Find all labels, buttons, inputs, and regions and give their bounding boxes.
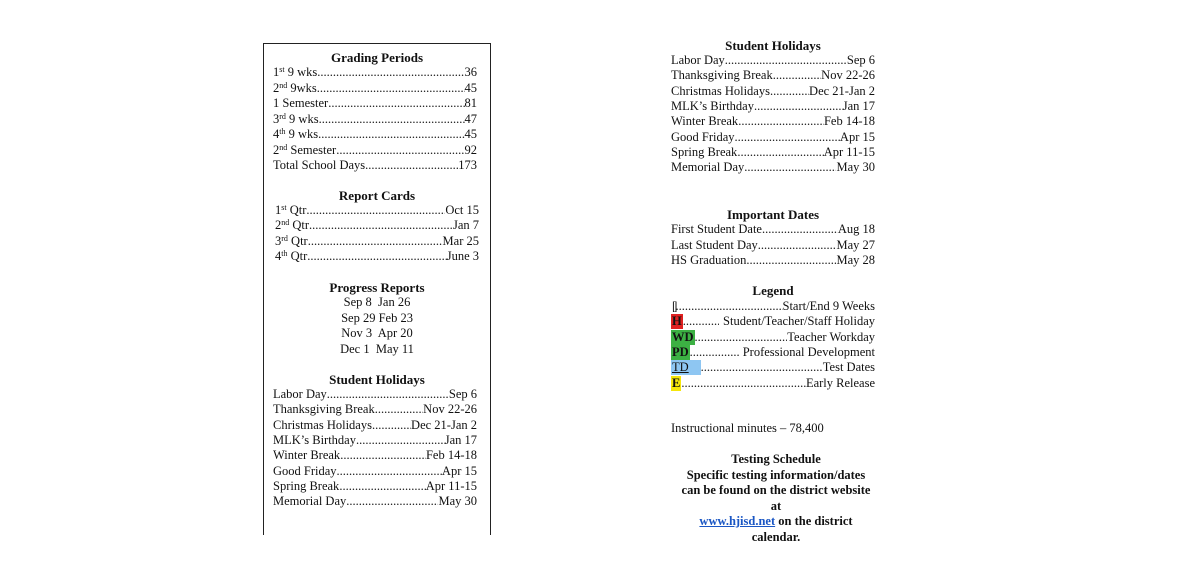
dot-leader <box>346 494 438 509</box>
important-date-label: Last Student Day <box>671 237 758 252</box>
dot-leader <box>339 479 425 494</box>
important-date-row <box>671 238 875 253</box>
legend-row <box>671 360 875 375</box>
dot-leader <box>336 143 464 158</box>
dot-leader <box>375 402 423 417</box>
report-card-label <box>275 203 306 218</box>
label-rest: 9 wks <box>285 111 319 126</box>
dot-leader <box>773 68 821 83</box>
legend-description: Early Release <box>805 375 875 390</box>
right-holiday-label: Memorial Day <box>671 160 745 175</box>
progress-report-dates: Sep 29 Feb 23 <box>341 310 413 325</box>
important-date-row <box>671 253 875 268</box>
important-date-value: Aug 18 <box>837 222 875 236</box>
workday-swatch: WD <box>672 329 694 344</box>
right-holiday-value: Apr 11-15 <box>823 144 875 159</box>
legend-row <box>671 314 875 329</box>
grading-period-value: 36 <box>464 65 477 79</box>
grading-period-label <box>273 96 328 111</box>
right-holiday-value: May 30 <box>836 160 875 175</box>
grading-period-value: 173 <box>458 158 477 172</box>
left-holiday-row <box>273 433 477 448</box>
left-holiday-label: Winter Break <box>273 448 341 463</box>
district-website-link[interactable]: www.hjisd.net <box>699 514 776 528</box>
right-holiday-row <box>671 114 875 129</box>
start-end-marker: [ ] <box>672 299 675 313</box>
left-holiday-label: Memorial Day <box>273 494 347 509</box>
right-holiday-value: Nov 22-26 <box>821 68 875 83</box>
dot-leader <box>328 96 464 111</box>
right-holiday-value: Dec 21-Jan 2 <box>809 83 875 98</box>
right-holiday-row <box>671 160 875 175</box>
ordinal-suffix: th <box>279 127 286 136</box>
report-card-row <box>275 218 479 233</box>
dot-leader <box>365 158 458 173</box>
instructional-minutes: Instructional minutes – 78,400 <box>671 421 824 435</box>
label-text: 1 <box>273 65 280 79</box>
label-text: 3 <box>273 111 280 126</box>
ordinal-suffix: nd <box>279 80 288 90</box>
dot-leader <box>681 376 806 391</box>
testing-line-2: can be found on the district website <box>681 483 871 497</box>
dot-leader <box>735 130 840 145</box>
grading-period-value: 92 <box>464 142 477 157</box>
report-card-value: Mar 25 <box>442 233 479 248</box>
left-holiday-value: Jan 17 <box>444 432 477 447</box>
testing-line-last: calendar. <box>751 529 801 544</box>
left-holiday-label: Christmas Holidays <box>273 417 372 432</box>
grading-period-row <box>273 158 477 173</box>
progress-report-dates: Dec 1 May 11 <box>340 341 414 356</box>
grading-period-row <box>273 81 477 96</box>
grading-period-label <box>273 158 365 173</box>
label-text: 2 <box>275 218 282 233</box>
progress-reports-title: Progress Reports <box>329 280 425 295</box>
dot-leader <box>683 314 719 329</box>
left-holiday-value: May 30 <box>438 494 477 509</box>
important-date-value: May 28 <box>836 253 875 267</box>
grading-period-label <box>273 127 318 142</box>
dot-leader <box>675 299 782 314</box>
dot-leader <box>695 330 788 345</box>
left-holiday-value: Nov 22-26 <box>423 402 477 417</box>
dot-leader <box>372 418 411 433</box>
dot-leader <box>746 253 836 268</box>
right-holiday-label: Spring Break <box>671 144 738 159</box>
left-holiday-value: Apr 11-15 <box>425 478 477 493</box>
dot-leader <box>318 127 464 142</box>
report-card-value: Oct 15 <box>445 203 479 217</box>
important-date-value: May 27 <box>836 237 875 252</box>
legend-row <box>671 376 875 391</box>
left-student-holidays-title: Student Holidays <box>329 372 425 387</box>
right-holiday-value: Apr 15 <box>839 129 875 144</box>
dot-leader <box>307 249 446 264</box>
grading-period-value: 81 <box>464 96 477 110</box>
testing-line-1: Specific testing information/dates <box>686 467 866 482</box>
right-holiday-row <box>671 99 875 114</box>
left-holiday-label: Good Friday <box>273 463 337 478</box>
important-date-row <box>671 222 875 237</box>
left-holiday-row <box>273 464 477 479</box>
report-card-row <box>275 203 479 218</box>
left-holiday-value: Apr 15 <box>441 463 477 478</box>
testing-link-suffix: on the district <box>775 514 853 528</box>
left-holiday-label: Thanksgiving Break <box>273 402 375 417</box>
dot-leader <box>337 464 442 479</box>
dot-leader <box>701 360 823 375</box>
prof-dev-swatch: PD <box>672 344 689 359</box>
testing-line-3: at <box>770 498 782 513</box>
dot-leader <box>738 114 824 129</box>
left-holiday-row <box>273 479 477 494</box>
right-student-holidays-title: Student Holidays <box>725 38 821 53</box>
left-holiday-value: Feb 14-18 <box>425 448 477 463</box>
grading-period-label <box>273 143 336 158</box>
grading-period-row <box>273 127 477 142</box>
holiday-swatch: H <box>672 314 682 329</box>
legend-row <box>671 345 875 360</box>
dot-leader <box>317 81 465 96</box>
testing-link-line <box>671 514 881 530</box>
right-holiday-label: Thanksgiving Break <box>671 68 773 83</box>
progress-report-dates: Sep 8 Jan 26 <box>343 295 411 309</box>
important-date-label: First Student Date <box>671 222 762 236</box>
left-holiday-value: Sep 6 <box>448 387 477 401</box>
left-holiday-value: Dec 21-Jan 2 <box>411 417 477 432</box>
right-holiday-label: Christmas Holidays <box>671 83 770 98</box>
ordinal-suffix: th <box>281 248 288 258</box>
important-dates-title: Important Dates <box>726 207 820 222</box>
left-holiday-row <box>273 387 477 402</box>
dot-leader <box>762 222 838 237</box>
dot-leader <box>690 345 739 360</box>
label-rest: 9 wks <box>284 65 318 79</box>
right-holiday-row <box>671 53 875 68</box>
label-rest: Semester <box>287 142 337 157</box>
legend-description: Start/End 9 Weeks <box>782 299 875 313</box>
important-date-label: HS Graduation <box>671 253 747 267</box>
left-holiday-label: Labor Day <box>273 387 327 401</box>
grading-period-value: 45 <box>464 80 477 95</box>
right-holiday-row <box>671 130 875 145</box>
left-holiday-row <box>273 448 477 463</box>
label-text: Total School Days <box>273 158 366 172</box>
legend-description: Professional Development <box>742 344 875 359</box>
right-holiday-label: Labor Day <box>671 53 725 67</box>
grading-period-row <box>273 96 477 111</box>
testing-schedule-title: Testing Schedule <box>731 452 821 466</box>
grading-period-label <box>273 81 317 96</box>
ordinal-suffix: rd <box>279 111 286 121</box>
right-holiday-row <box>671 84 875 99</box>
report-cards-title: Report Cards <box>338 188 416 203</box>
dot-leader <box>356 433 445 448</box>
label-rest: Qtr <box>287 233 308 248</box>
progress-report-dates: Nov 3 Apr 20 <box>341 326 413 340</box>
label-rest: Qtr <box>287 248 308 263</box>
legend-description: Test Dates <box>822 360 875 375</box>
dot-leader <box>737 145 823 160</box>
legend-row <box>671 330 875 345</box>
label-text: 2 <box>273 80 280 95</box>
right-holiday-label: Winter Break <box>671 114 739 129</box>
dot-leader <box>754 99 843 114</box>
left-holiday-row <box>273 494 477 509</box>
right-holiday-row <box>671 145 875 160</box>
dot-leader <box>319 112 465 127</box>
ordinal-suffix: nd <box>281 218 290 228</box>
label-rest: Qtr <box>289 218 310 233</box>
grading-period-row <box>273 112 477 127</box>
dot-leader <box>327 387 449 402</box>
report-card-label <box>275 249 307 264</box>
label-rest: 9wks <box>287 80 317 95</box>
dot-leader <box>309 218 453 233</box>
grading-period-value: 45 <box>464 127 477 141</box>
report-card-row <box>275 249 479 264</box>
right-holiday-value: Feb 14-18 <box>823 114 875 129</box>
right-holiday-row <box>671 68 875 83</box>
label-rest: Qtr <box>286 203 307 217</box>
grading-period-value: 47 <box>464 111 477 126</box>
ordinal-suffix: st <box>279 65 285 74</box>
right-holiday-label: Good Friday <box>671 129 735 144</box>
right-holiday-label: MLK’s Birthday <box>671 98 754 113</box>
dot-leader <box>758 238 837 253</box>
ordinal-suffix: st <box>281 203 287 212</box>
legend-row <box>671 299 875 314</box>
grading-period-label <box>273 112 319 127</box>
left-holiday-label: MLK’s Birthday <box>273 432 356 447</box>
left-holiday-label: Spring Break <box>273 478 340 493</box>
dot-leader <box>340 448 426 463</box>
label-text: 2 <box>273 142 280 157</box>
label-text: 3 <box>275 233 282 248</box>
grading-period-label <box>273 65 317 80</box>
dot-leader <box>744 160 836 175</box>
grading-period-row <box>273 143 477 158</box>
dot-leader <box>725 53 847 68</box>
report-card-label <box>275 218 309 233</box>
report-card-row <box>275 234 479 249</box>
label-text: 1 Semester <box>273 96 329 110</box>
legend-description: Teacher Workday <box>787 329 875 344</box>
dot-leader <box>317 65 464 80</box>
right-holiday-value: Jan 17 <box>842 98 875 113</box>
legend-description: Student/Teacher/Staff Holiday <box>723 314 875 329</box>
report-card-label <box>275 234 308 249</box>
test-dates-swatch: TD <box>671 360 701 375</box>
right-holiday-value: Sep 6 <box>846 53 875 67</box>
label-text: 1 <box>275 203 282 217</box>
dot-leader <box>308 234 443 249</box>
label-text: 4 <box>273 127 280 141</box>
report-card-value: June 3 <box>446 248 479 263</box>
ordinal-suffix: rd <box>281 233 288 243</box>
left-holiday-row <box>273 402 477 417</box>
report-card-value: Jan 7 <box>452 218 479 233</box>
dot-leader <box>306 203 445 218</box>
legend-title: Legend <box>752 283 794 298</box>
ordinal-suffix: nd <box>279 142 288 152</box>
dot-leader <box>770 84 809 99</box>
grading-period-row <box>273 65 477 80</box>
label-rest: 9 wks <box>285 127 319 141</box>
early-release-swatch: E <box>672 375 681 390</box>
left-holiday-row <box>273 418 477 433</box>
grading-periods-title: Grading Periods <box>330 50 424 65</box>
label-text: 4 <box>275 248 282 263</box>
